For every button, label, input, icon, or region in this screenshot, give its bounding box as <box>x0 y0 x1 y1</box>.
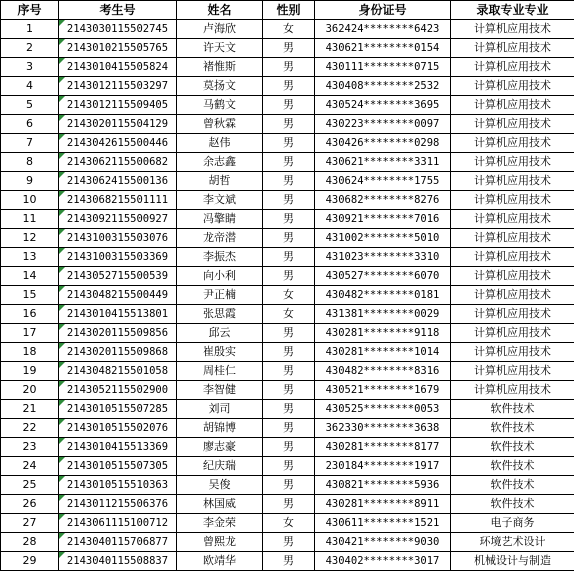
cell-major: 计算机应用技术 <box>451 153 574 172</box>
cell-flag-icon <box>59 381 65 387</box>
cell-gender: 男 <box>263 96 315 115</box>
cell-major: 环境艺术设计 <box>451 533 574 552</box>
cell-seq: 20 <box>1 381 59 400</box>
cell-gender: 男 <box>263 172 315 191</box>
cell-major: 计算机应用技术 <box>451 96 574 115</box>
table-header <box>1 1 574 20</box>
cell-seq: 10 <box>1 191 59 210</box>
cell-gender: 男 <box>263 229 315 248</box>
cell-name: 胡锦博 <box>177 419 263 438</box>
cell-id-number: 430281********1014 <box>315 343 451 362</box>
cell-seq: 9 <box>1 172 59 191</box>
cell-major: 计算机应用技术 <box>451 210 574 229</box>
cell-major: 计算机应用技术 <box>451 77 574 96</box>
cell-gender: 男 <box>263 248 315 267</box>
cell-flag-icon <box>59 419 65 425</box>
header-major: 录取专业专业 <box>451 1 574 20</box>
exam-number-text: 2143100315503369 <box>66 251 169 263</box>
cell-seq: 24 <box>1 457 59 476</box>
cell-name: 李文斌 <box>177 191 263 210</box>
cell-id-number: 431002********5010 <box>315 229 451 248</box>
table-row <box>1 457 574 476</box>
cell-gender: 男 <box>263 210 315 229</box>
cell-major: 计算机应用技术 <box>451 248 574 267</box>
cell-major: 计算机应用技术 <box>451 134 574 153</box>
cell-major: 软件技术 <box>451 419 574 438</box>
cell-seq: 18 <box>1 343 59 362</box>
cell-exam-number <box>59 476 177 495</box>
cell-flag-icon <box>59 400 65 406</box>
cell-gender: 男 <box>263 134 315 153</box>
cell-flag-icon <box>59 39 65 45</box>
cell-major: 计算机应用技术 <box>451 229 574 248</box>
cell-name: 周桂仁 <box>177 362 263 381</box>
cell-exam-number <box>59 153 177 172</box>
cell-exam-number <box>59 58 177 77</box>
header-name: 姓名 <box>177 1 263 20</box>
cell-gender: 男 <box>263 153 315 172</box>
cell-exam-number <box>59 115 177 134</box>
cell-id-number: 430921********7016 <box>315 210 451 229</box>
cell-name: 张思霞 <box>177 305 263 324</box>
cell-id-number: 430223********0097 <box>315 115 451 134</box>
cell-exam-number <box>59 343 177 362</box>
cell-gender: 男 <box>263 267 315 286</box>
cell-id-number: 430611********1521 <box>315 514 451 533</box>
cell-flag-icon <box>59 286 65 292</box>
cell-name: 李金荣 <box>177 514 263 533</box>
cell-major: 计算机应用技术 <box>451 305 574 324</box>
cell-id-number: 430525********0053 <box>315 400 451 419</box>
cell-id-number: 430482********0181 <box>315 286 451 305</box>
cell-exam-number <box>59 514 177 533</box>
exam-number-text: 2143048215500449 <box>66 289 169 301</box>
cell-gender: 男 <box>263 533 315 552</box>
cell-seq: 22 <box>1 419 59 438</box>
exam-number-text: 2143010415505824 <box>66 61 169 73</box>
exam-number-text: 2143020115509868 <box>66 346 169 358</box>
header-exam-number: 考生号 <box>59 1 177 20</box>
exam-number-text: 2143010515507305 <box>66 460 169 472</box>
cell-exam-number <box>59 172 177 191</box>
cell-id-number: 430402********3017 <box>315 552 451 571</box>
cell-id-number: 430621********3311 <box>315 153 451 172</box>
table-row <box>1 172 574 191</box>
cell-exam-number <box>59 286 177 305</box>
cell-gender: 男 <box>263 343 315 362</box>
cell-major: 软件技术 <box>451 457 574 476</box>
cell-id-number: 430682********8276 <box>315 191 451 210</box>
table-row <box>1 495 574 514</box>
cell-name: 曾熙龙 <box>177 533 263 552</box>
cell-major: 计算机应用技术 <box>451 58 574 77</box>
cell-gender: 男 <box>263 362 315 381</box>
cell-flag-icon <box>59 96 65 102</box>
table-row <box>1 514 574 533</box>
cell-seq: 26 <box>1 495 59 514</box>
cell-seq: 8 <box>1 153 59 172</box>
cell-name: 许天文 <box>177 39 263 58</box>
cell-seq: 14 <box>1 267 59 286</box>
cell-flag-icon <box>59 20 65 26</box>
cell-flag-icon <box>59 343 65 349</box>
cell-id-number: 430281********9118 <box>315 324 451 343</box>
cell-gender: 男 <box>263 115 315 134</box>
cell-gender: 男 <box>263 191 315 210</box>
cell-exam-number <box>59 210 177 229</box>
cell-major: 软件技术 <box>451 476 574 495</box>
exam-number-text: 2143030115502745 <box>66 23 169 35</box>
cell-flag-icon <box>59 495 65 501</box>
cell-seq: 4 <box>1 77 59 96</box>
cell-seq: 27 <box>1 514 59 533</box>
cell-exam-number <box>59 552 177 571</box>
table-row <box>1 191 574 210</box>
table-row <box>1 134 574 153</box>
cell-seq: 19 <box>1 362 59 381</box>
cell-flag-icon <box>59 305 65 311</box>
cell-flag-icon <box>59 362 65 368</box>
cell-id-number: 431023********3310 <box>315 248 451 267</box>
table-row <box>1 324 574 343</box>
cell-flag-icon <box>59 533 65 539</box>
cell-name: 吴俊 <box>177 476 263 495</box>
table-body <box>1 20 574 571</box>
cell-seq: 25 <box>1 476 59 495</box>
cell-id-number: 430426********0298 <box>315 134 451 153</box>
cell-major: 软件技术 <box>451 495 574 514</box>
exam-number-text: 2143061115100712 <box>66 517 169 529</box>
cell-major: 计算机应用技术 <box>451 20 574 39</box>
cell-id-number: 430421********9030 <box>315 533 451 552</box>
cell-exam-number <box>59 96 177 115</box>
cell-flag-icon <box>59 134 65 140</box>
cell-major: 计算机应用技术 <box>451 343 574 362</box>
cell-seq: 6 <box>1 115 59 134</box>
cell-seq: 29 <box>1 552 59 571</box>
cell-name: 马鹤文 <box>177 96 263 115</box>
table-row <box>1 343 574 362</box>
cell-name: 胡哲 <box>177 172 263 191</box>
cell-flag-icon <box>59 115 65 121</box>
exam-number-text: 2143062415500136 <box>66 175 169 187</box>
cell-name: 赵伟 <box>177 134 263 153</box>
exam-number-text: 2143068215501111 <box>66 194 169 206</box>
cell-major: 机械设计与制造 <box>451 552 574 571</box>
cell-gender: 男 <box>263 324 315 343</box>
exam-number-text: 2143020115504129 <box>66 118 169 130</box>
cell-major: 计算机应用技术 <box>451 115 574 134</box>
table-row <box>1 438 574 457</box>
cell-name: 余志鑫 <box>177 153 263 172</box>
cell-name: 刘司 <box>177 400 263 419</box>
cell-id-number: 430111********0715 <box>315 58 451 77</box>
table-row <box>1 77 574 96</box>
exam-number-text: 2143011215506376 <box>66 498 169 510</box>
cell-major: 计算机应用技术 <box>451 191 574 210</box>
cell-exam-number <box>59 248 177 267</box>
exam-number-text: 2143048215501058 <box>66 365 169 377</box>
cell-name: 李振杰 <box>177 248 263 267</box>
exam-number-text: 2143012115503297 <box>66 80 169 92</box>
table-row <box>1 533 574 552</box>
cell-gender: 男 <box>263 438 315 457</box>
cell-gender: 女 <box>263 20 315 39</box>
cell-id-number: 230184********1917 <box>315 457 451 476</box>
cell-major: 计算机应用技术 <box>451 324 574 343</box>
cell-gender: 女 <box>263 305 315 324</box>
table-row <box>1 476 574 495</box>
cell-seq: 5 <box>1 96 59 115</box>
cell-flag-icon <box>59 229 65 235</box>
cell-major: 计算机应用技术 <box>451 286 574 305</box>
cell-id-number: 430521********1679 <box>315 381 451 400</box>
cell-name: 廖志豪 <box>177 438 263 457</box>
cell-exam-number <box>59 457 177 476</box>
cell-name: 李智健 <box>177 381 263 400</box>
cell-id-number: 430482********8316 <box>315 362 451 381</box>
cell-id-number: 430524********3695 <box>315 96 451 115</box>
table-row <box>1 419 574 438</box>
cell-flag-icon <box>59 58 65 64</box>
cell-name: 纪庆瑞 <box>177 457 263 476</box>
header-seq: 序号 <box>1 1 59 20</box>
cell-seq: 21 <box>1 400 59 419</box>
cell-flag-icon <box>59 77 65 83</box>
cell-name: 欧靖华 <box>177 552 263 571</box>
cell-exam-number <box>59 20 177 39</box>
cell-name: 龙帝潜 <box>177 229 263 248</box>
cell-name: 莫扬文 <box>177 77 263 96</box>
cell-gender: 男 <box>263 77 315 96</box>
cell-gender: 男 <box>263 476 315 495</box>
cell-exam-number <box>59 495 177 514</box>
exam-number-text: 2143052715500539 <box>66 270 169 282</box>
cell-id-number: 430527********6070 <box>315 267 451 286</box>
cell-seq: 16 <box>1 305 59 324</box>
table-row <box>1 552 574 571</box>
cell-id-number: 430621********0154 <box>315 39 451 58</box>
cell-name: 冯擎睛 <box>177 210 263 229</box>
cell-exam-number <box>59 134 177 153</box>
exam-number-text: 2143042615500446 <box>66 137 169 149</box>
table-row <box>1 400 574 419</box>
cell-id-number: 430408********2532 <box>315 77 451 96</box>
cell-seq: 1 <box>1 20 59 39</box>
cell-gender: 男 <box>263 381 315 400</box>
table-row <box>1 305 574 324</box>
cell-exam-number <box>59 381 177 400</box>
cell-name: 尹正楠 <box>177 286 263 305</box>
cell-seq: 3 <box>1 58 59 77</box>
exam-number-text: 2143020115509856 <box>66 327 169 339</box>
exam-number-text: 2143010515510363 <box>66 479 169 491</box>
table-row <box>1 115 574 134</box>
exam-number-text: 2143100315503076 <box>66 232 169 244</box>
table-row <box>1 210 574 229</box>
cell-exam-number <box>59 400 177 419</box>
exam-number-text: 2143010415513801 <box>66 308 169 320</box>
table-row <box>1 96 574 115</box>
exam-number-text: 2143012115509405 <box>66 99 169 111</box>
exam-number-text: 2143052115502900 <box>66 384 169 396</box>
cell-seq: 2 <box>1 39 59 58</box>
cell-id-number: 362330********3638 <box>315 419 451 438</box>
header-gender: 性别 <box>263 1 315 20</box>
cell-flag-icon <box>59 476 65 482</box>
table-row <box>1 267 574 286</box>
table-row <box>1 248 574 267</box>
cell-flag-icon <box>59 248 65 254</box>
cell-exam-number <box>59 191 177 210</box>
cell-name: 林国威 <box>177 495 263 514</box>
exam-number-text: 2143010515502076 <box>66 422 169 434</box>
table-row <box>1 58 574 77</box>
cell-name: 曾秋霖 <box>177 115 263 134</box>
cell-major: 计算机应用技术 <box>451 172 574 191</box>
table-row <box>1 362 574 381</box>
cell-name: 向小利 <box>177 267 263 286</box>
cell-gender: 女 <box>263 514 315 533</box>
cell-gender: 女 <box>263 286 315 305</box>
cell-major: 软件技术 <box>451 400 574 419</box>
cell-flag-icon <box>59 457 65 463</box>
cell-gender: 男 <box>263 58 315 77</box>
header-id-number: 身份证号 <box>315 1 451 20</box>
cell-exam-number <box>59 324 177 343</box>
cell-exam-number <box>59 438 177 457</box>
cell-flag-icon <box>59 210 65 216</box>
cell-flag-icon <box>59 552 65 558</box>
exam-number-text: 2143092115500927 <box>66 213 169 225</box>
cell-seq: 28 <box>1 533 59 552</box>
cell-major: 计算机应用技术 <box>451 267 574 286</box>
cell-flag-icon <box>59 438 65 444</box>
cell-exam-number <box>59 39 177 58</box>
cell-id-number: 430821********5936 <box>315 476 451 495</box>
cell-gender: 男 <box>263 39 315 58</box>
cell-gender: 男 <box>263 419 315 438</box>
exam-number-text: 2143010515507285 <box>66 403 169 415</box>
cell-name: 崔殷实 <box>177 343 263 362</box>
cell-major: 软件技术 <box>451 438 574 457</box>
cell-name: 邱云 <box>177 324 263 343</box>
cell-id-number: 430281********8911 <box>315 495 451 514</box>
cell-id-number: 430281********8177 <box>315 438 451 457</box>
cell-id-number: 362424********6423 <box>315 20 451 39</box>
cell-flag-icon <box>59 172 65 178</box>
cell-exam-number <box>59 267 177 286</box>
table-row <box>1 286 574 305</box>
cell-major: 计算机应用技术 <box>451 381 574 400</box>
exam-number-text: 2143040115706877 <box>66 536 169 548</box>
cell-id-number: 430624********1755 <box>315 172 451 191</box>
cell-seq: 12 <box>1 229 59 248</box>
cell-flag-icon <box>59 267 65 273</box>
table-row <box>1 229 574 248</box>
exam-number-text: 2143010215505765 <box>66 42 169 54</box>
table-row <box>1 153 574 172</box>
cell-seq: 11 <box>1 210 59 229</box>
cell-seq: 13 <box>1 248 59 267</box>
cell-flag-icon <box>59 191 65 197</box>
cell-exam-number <box>59 229 177 248</box>
cell-gender: 男 <box>263 552 315 571</box>
cell-exam-number <box>59 533 177 552</box>
table-row <box>1 39 574 58</box>
header-row <box>1 1 574 20</box>
cell-exam-number <box>59 77 177 96</box>
cell-id-number: 431381********0029 <box>315 305 451 324</box>
cell-seq: 17 <box>1 324 59 343</box>
cell-exam-number <box>59 419 177 438</box>
cell-gender: 男 <box>263 400 315 419</box>
cell-major: 计算机应用技术 <box>451 39 574 58</box>
cell-flag-icon <box>59 324 65 330</box>
cell-seq: 7 <box>1 134 59 153</box>
cell-name: 褚惟斯 <box>177 58 263 77</box>
cell-gender: 男 <box>263 457 315 476</box>
cell-gender: 男 <box>263 495 315 514</box>
cell-major: 电子商务 <box>451 514 574 533</box>
table-row <box>1 381 574 400</box>
cell-seq: 15 <box>1 286 59 305</box>
cell-seq: 23 <box>1 438 59 457</box>
cell-flag-icon <box>59 514 65 520</box>
exam-number-text: 2143062115500682 <box>66 156 169 168</box>
cell-exam-number <box>59 305 177 324</box>
cell-name: 卢海欣 <box>177 20 263 39</box>
exam-number-text: 2143010415513369 <box>66 441 169 453</box>
cell-flag-icon <box>59 153 65 159</box>
exam-number-text: 2143040115508837 <box>66 555 169 567</box>
table-row <box>1 20 574 39</box>
cell-exam-number <box>59 362 177 381</box>
cell-major: 计算机应用技术 <box>451 362 574 381</box>
